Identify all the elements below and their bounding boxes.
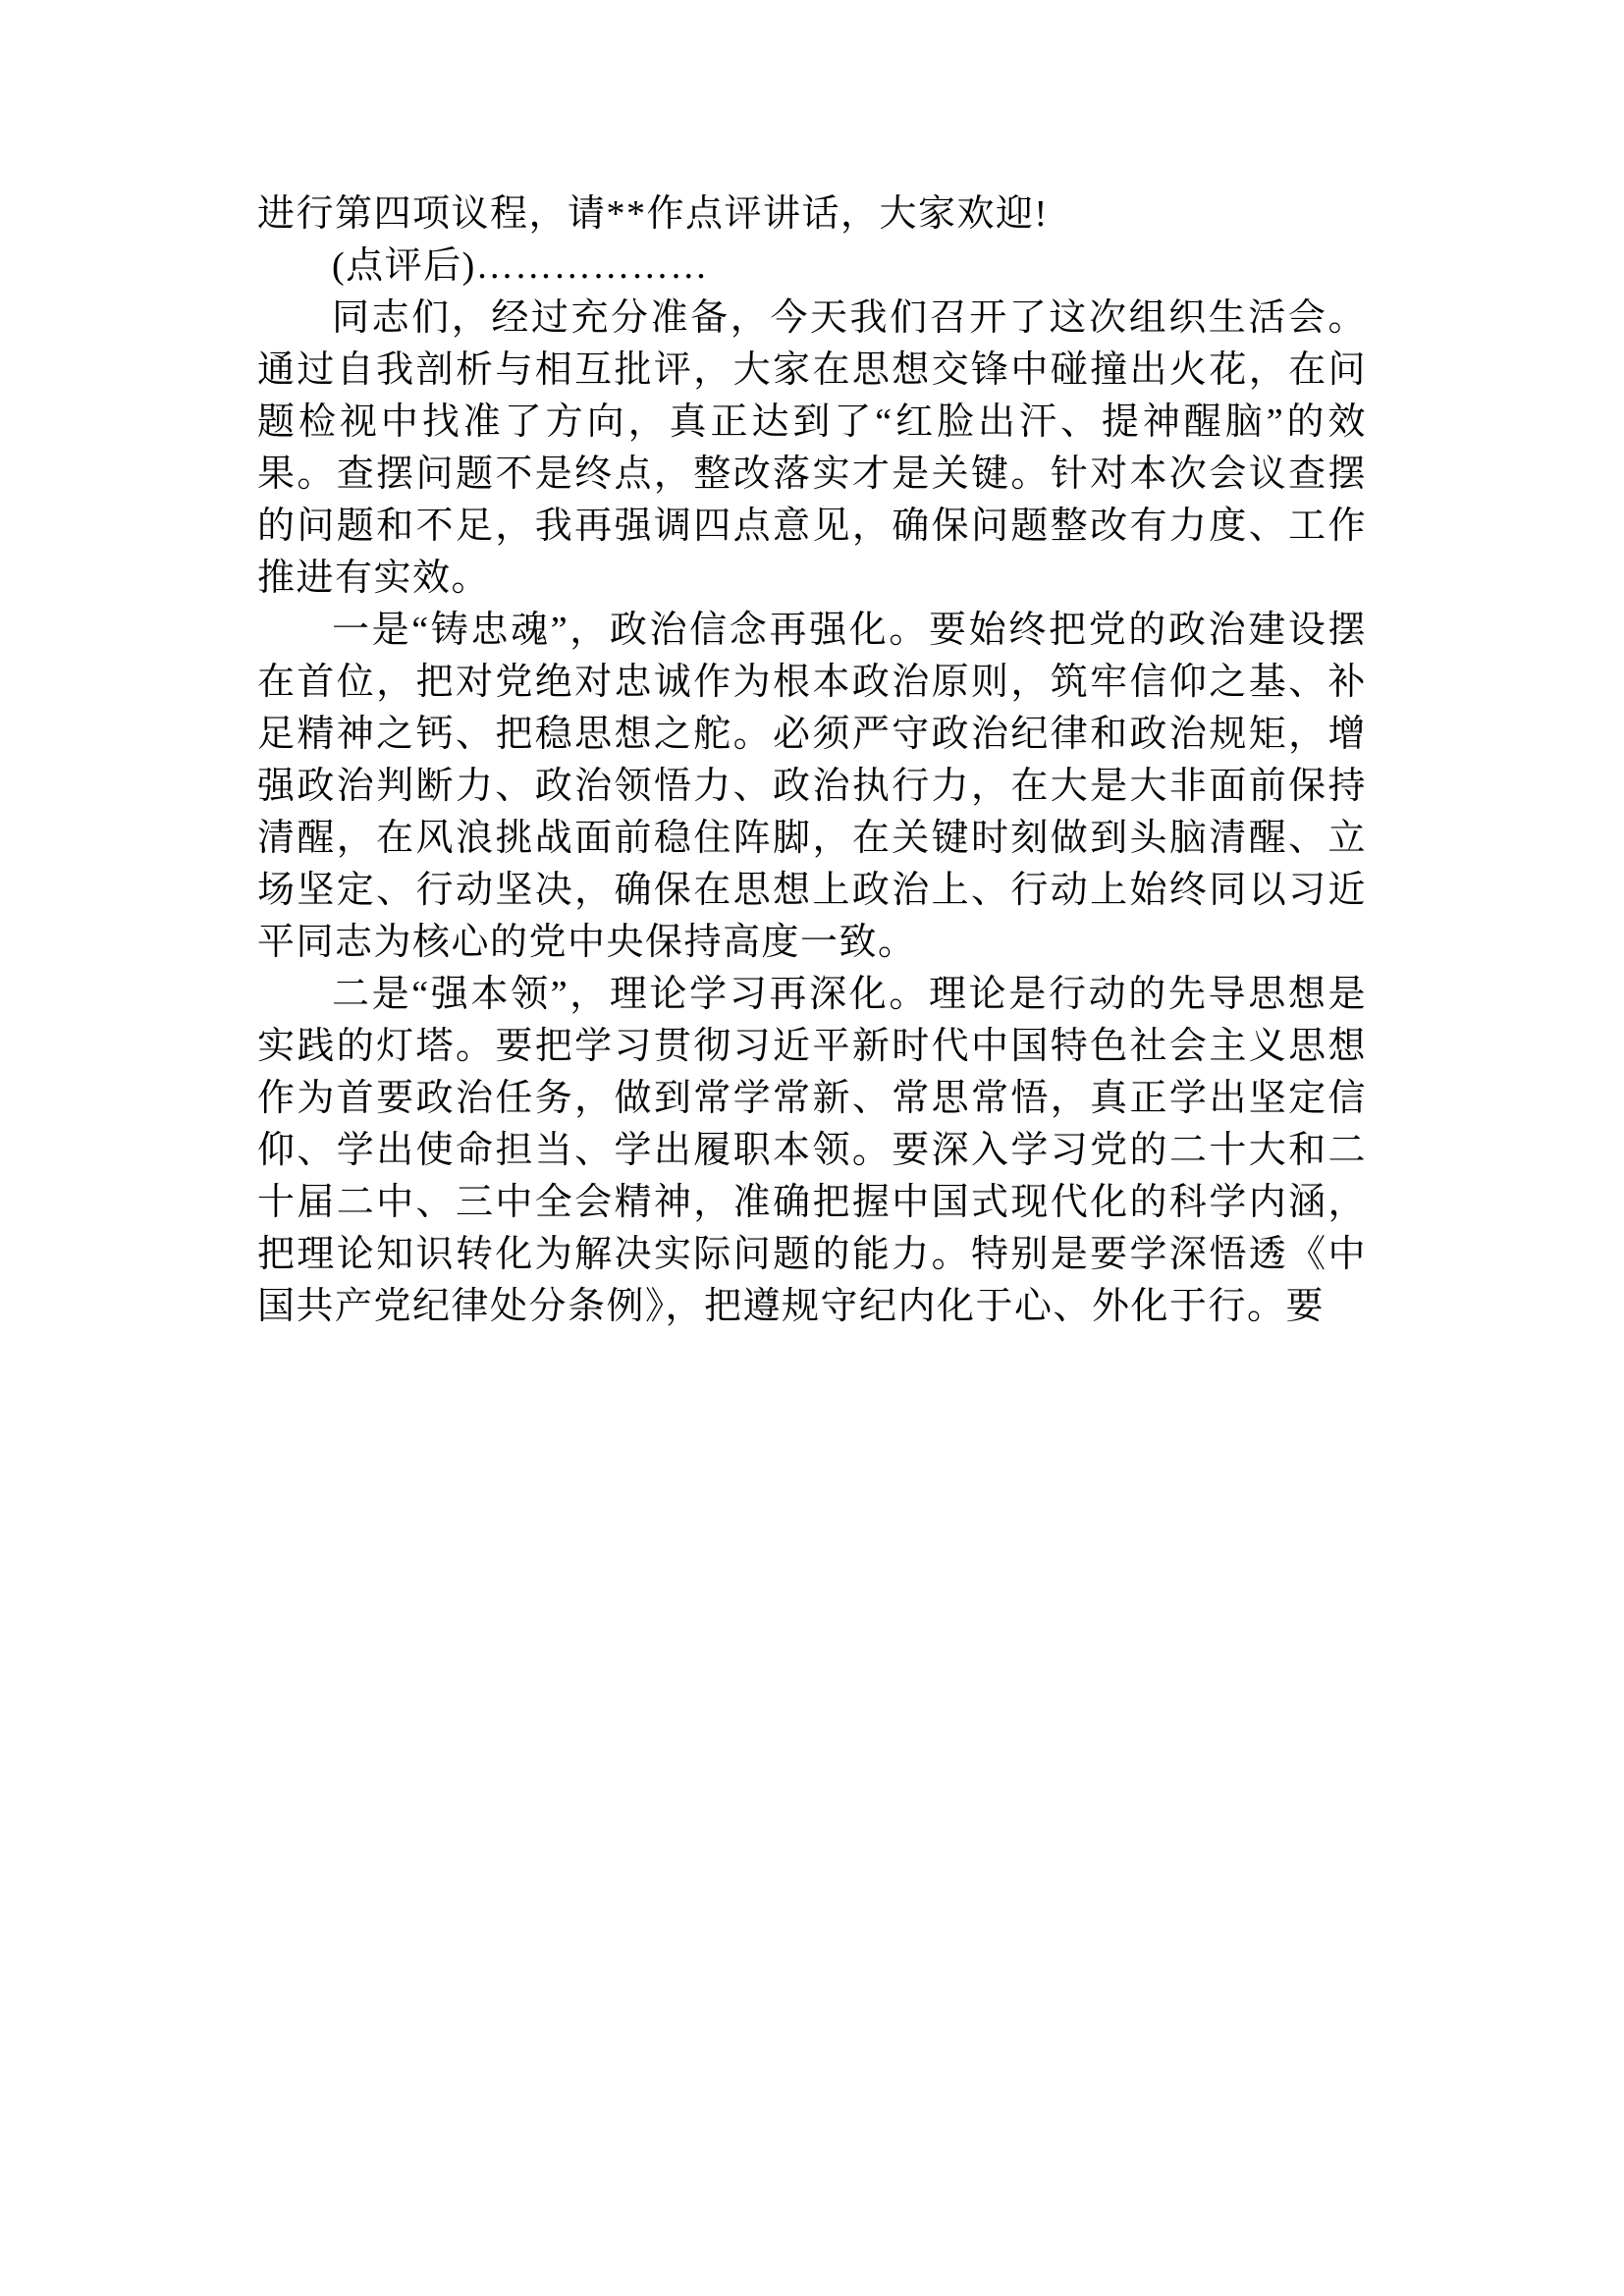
paragraph: (点评后)……………… xyxy=(332,245,709,287)
paragraph: 同志们，经过充分准备，今天我们召开了这次组织生活会。通过自我剖析与相互批评，大家在思想交锋中碰撞出火花，在问题检视中找准了方向，真正达到了“红脸出汗、提神醒脑”的效果。查摆问题不是终点，整改落实才是关键。针对本次会议查摆的问题和不足，我再强调四点意见，确保问题整改有力度、工作推进有实效。 xyxy=(257,297,1367,599)
paragraph: 一是“铸忠魂”，政治信念再强化。要始终把党的政治建设摆在首位，把对党绝对忠诚作为根本政治原则，筑牢信仰之基、补足精神之钙、把稳思想之舵。必须严守政治纪律和政治规矩，增强政治判断力、政治领悟力、政治执行力，在大是大非面前保持清醒，在风浪挑战面前稳住阵脚，在关键时刻做到头脑清醒、立场坚定、行动坚决，确保在思想上政治上、行动上始终同以习近平同志为核心的党中央保持高度一致。 xyxy=(257,610,1367,963)
document-body xyxy=(257,188,1367,1333)
paragraph: 进行第四项议程，请**作点评讲话，大家欢迎! xyxy=(257,193,1049,235)
paragraph: 二是“强本领”，理论学习再深化。理论是行动的先导思想是实践的灯塔。要把学习贯彻习近平新时代中国特色社会主义思想作为首要政治任务，做到常学常新、常思常悟，真正学出坚定信仰、学出使命担当、学出履职本领。要深入学习党的二十大和二十届二中、三中全会精神，准确把握中国式现代化的科学内涵，把理论知识转化为解决实际问题的能力。特别是要学深悟透《中国共产党纪律处分条例》，把遵规守纪内化于心、外化于行。要 xyxy=(257,974,1367,1327)
